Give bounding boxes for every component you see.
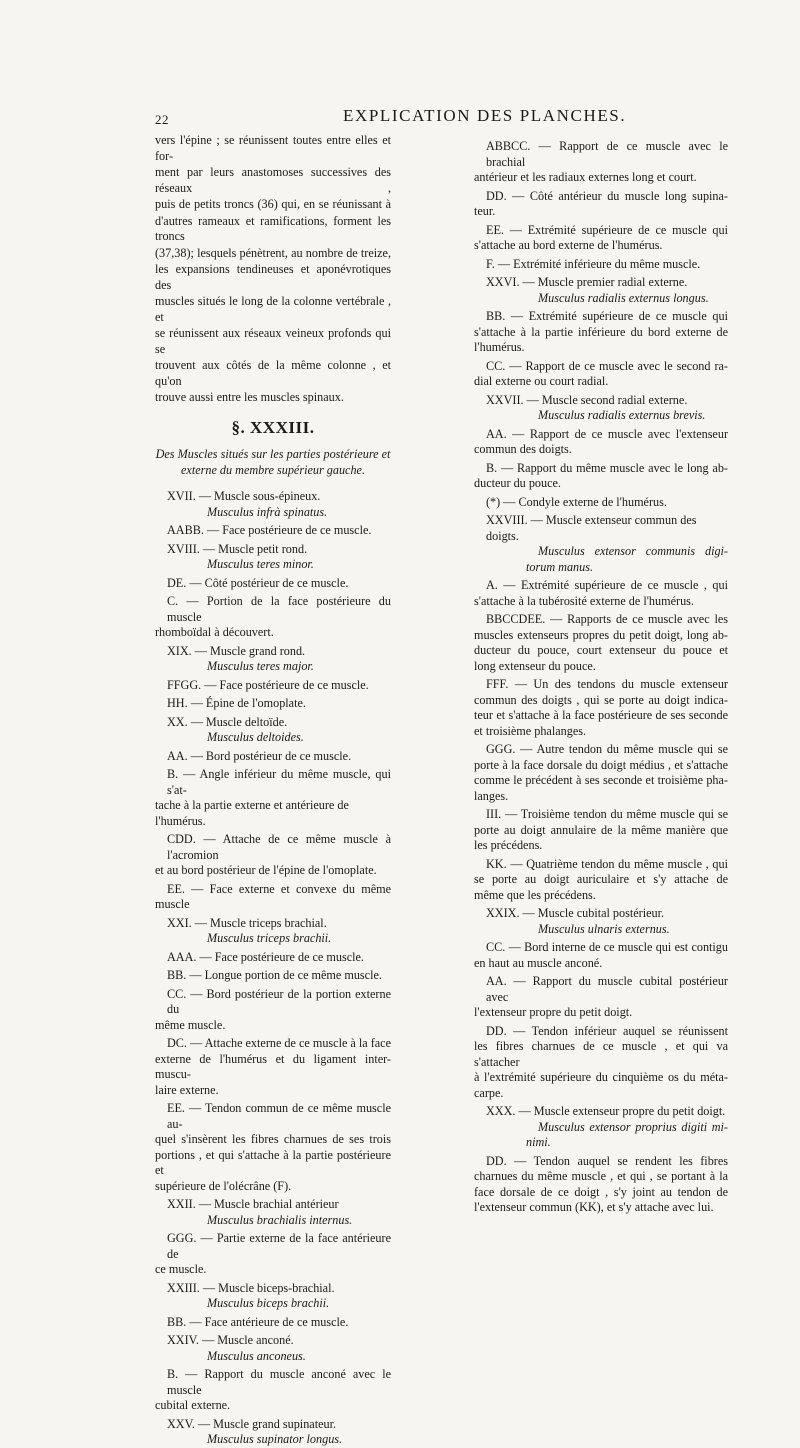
entry-label-line: BB. — Face antérieure de ce muscle. — [167, 1314, 349, 1329]
entry-label-line: B. — Angle inférieur du même muscle, qui s'at- — [167, 767, 391, 797]
entry-continuation-line: muscle — [155, 897, 190, 911]
entry-label-line: AABB. — Face postérieure de ce muscle. — [167, 523, 372, 537]
entry-label-line: AA. — Rapport de ce muscle avec l'extenseur — [486, 426, 728, 441]
latin-name: Musculus supinator longus. — [207, 1432, 343, 1446]
entry-continuation-line: comme le précédent à ses seconde et troisième pha- — [474, 773, 728, 787]
entry-continuation-line: ducteur du pouce, court extenseur du pouce et — [474, 643, 728, 657]
entry-label-line: CDD. — Attache de ce même muscle à l'acromion — [167, 832, 391, 862]
entry-continuation-line: et au bord postérieur de l'épine de l'omoplate. — [155, 863, 377, 877]
entry-label-line: XXIII. — Muscle biceps-brachial. — [167, 1280, 335, 1295]
entry-continuation-line: ducteur du pouce. — [474, 476, 561, 490]
entry-label-line: BBCCDEE. — Rapports de ce muscle avec les — [486, 612, 728, 626]
entry-label-line: EE. — Face externe et convexe du même — [167, 881, 391, 896]
intro-paragraph — [155, 133, 391, 406]
entry-label-line: (*) — Condyle externe de l'humérus. — [486, 494, 667, 509]
entry-continuation-line: rhomboïdal à découvert. — [155, 625, 274, 639]
latin-name: nimi. — [526, 1135, 551, 1149]
left-column — [155, 133, 391, 1448]
entry-label-line: XVIII. — Muscle petit rond. — [167, 541, 308, 556]
entry-continuation-line: se porte au doigt auriculaire et s'y attache de — [474, 872, 728, 886]
entry-label-line: DD. — Tendon auquel se rendent les fibres — [486, 1153, 728, 1168]
latin-name: Musculus extensor proprius digiti mi- — [538, 1119, 728, 1134]
entry-continuation-line: externe de l'humérus et du ligament inter-muscu- — [155, 1051, 391, 1081]
entry-label-line: XXIV. — Muscle anconé. — [167, 1333, 294, 1347]
entry-continuation-line: l'extenseur commun (KK), et s'y attache avec lui. — [474, 1200, 714, 1214]
entry-continuation-line: à l'extrémité supérieure du cinquième os du méta- — [474, 1070, 728, 1084]
latin-name: Musculus ulnaris externus. — [538, 921, 670, 936]
latin-name: Musculus teres minor. — [207, 557, 314, 571]
entry-label-line: B. — Rapport du muscle anconé avec le muscle — [167, 1367, 391, 1397]
entry-continuation-line: commun des doigts , qui se porte au doigt indica- — [474, 692, 728, 707]
entry-continuation-line: face dorsale de ce doigt , s'y joint au tendon de — [474, 1184, 728, 1199]
text-line: trouve aussi entre les muscles spinaux. — [155, 390, 344, 404]
entry-continuation-line: cubital externe. — [155, 1398, 231, 1412]
entry-continuation-line: long extenseur du pouce. — [474, 658, 596, 673]
text-line: se réunissent aux réseaux veineux profonds qui se — [155, 326, 391, 356]
entry-continuation-line: ce muscle. — [155, 1262, 207, 1276]
entry-label-line: XXIX. — Muscle cubital postérieur. — [486, 906, 665, 920]
entry-label-line: EE. — Extrémité supérieure de ce muscle qui — [486, 222, 728, 237]
entry-label-line: FFF. — Un des tendons du muscle extenseur — [486, 677, 728, 691]
entry-label-line: DD. — Côté antérieur du muscle long supina- — [486, 188, 728, 203]
latin-name: Musculus radialis externus brevis. — [538, 408, 706, 422]
entry-label-line: AAA. — Face postérieure de ce muscle. — [167, 949, 364, 964]
entry-label-line: DC. — Attache externe de ce muscle à la face — [167, 1036, 392, 1050]
entry-label-line: C. — Portion de la face postérieure du muscle — [167, 594, 391, 624]
entry-continuation-line: l'humérus. — [474, 340, 525, 354]
entry-continuation-line: antérieur et les radiaux externes long et court. — [474, 170, 697, 184]
entry-continuation-line: supérieure de l'olécrâne (F). — [155, 1178, 292, 1193]
entry-continuation-line: teur. — [474, 204, 496, 218]
entry-continuation-line: dial externe ou court radial. — [474, 374, 609, 388]
entry-label-line: XVII. — Muscle sous-épineux. — [167, 489, 321, 503]
latin-name: torum manus. — [526, 559, 594, 574]
entry-continuation-line: quel s'insèrent les fibres charnues de ses trois — [155, 1132, 391, 1146]
latin-name: Musculus teres major. — [207, 659, 314, 673]
entry-label-line: DE. — Côté postérieur de ce muscle. — [167, 575, 349, 590]
entry-continuation-line: et troisième phalanges. — [474, 723, 587, 738]
entry-continuation-line: portions , et qui s'attache à la partie postérieure et — [155, 1147, 391, 1177]
entry-label-line: III. — Troisième tendon du même muscle qui se — [486, 807, 728, 821]
entry-label-line: HH. — Épine de l'omoplate. — [167, 696, 306, 710]
entry-continuation-line: s'attache à la tubérosité externe de l'humérus. — [474, 593, 694, 608]
entry-label-line: CC. — Bord interne de ce muscle qui est contigu — [486, 940, 728, 954]
entry-continuation-line: même muscle. — [155, 1017, 226, 1032]
entry-label-line: DD. — Tendon inférieur auquel se réunissent — [486, 1023, 728, 1038]
text-line: les expansions tendineuses et aponévrotiques des — [155, 262, 391, 292]
entry-continuation-line: s'attache à la partie inférieure du bord externe de — [474, 324, 728, 339]
entry-label-line: XXVI. — Muscle premier radial externe. — [486, 275, 688, 289]
entry-label-line: XXII. — Muscle brachial antérieur — [167, 1197, 339, 1211]
section-subtitle-line: externe du membre supérieur gauche. — [181, 462, 365, 477]
entry-continuation-line: teur et s'attache à la face postérieure de ses seconde — [474, 708, 728, 722]
entry-label-line: XX. — Muscle deltoïde. — [167, 714, 288, 729]
entry-continuation-line: en haut au muscle anconé. — [474, 955, 603, 970]
entry-continuation-line: porte à la face dorsale du doigt médius , et s'attache — [474, 757, 728, 772]
text-line: vers l'épine ; se réunissent toutes entre elles et for- — [155, 133, 391, 163]
right-column — [474, 136, 728, 1216]
latin-name: Musculus infrà spinatus. — [207, 504, 328, 519]
entry-label-line: B. — Rapport du même muscle avec le long ab- — [486, 460, 728, 475]
entry-label-line: AA. — Bord postérieur de ce muscle. — [167, 748, 352, 763]
entry-label-line: XXX. — Muscle extenseur propre du petit doigt. — [486, 1104, 726, 1118]
entry-continuation-line: charnues du même muscle , et qui , se portant à la — [474, 1169, 728, 1183]
entry-label-line: BB. — Longue portion de ce même muscle. — [167, 968, 382, 982]
entry-continuation-line: l'extenseur propre du petit doigt. — [474, 1005, 633, 1019]
right-entries — [474, 139, 728, 1216]
entry-continuation-line: commun des doigts. — [474, 442, 572, 456]
text-line: ment par leurs anastomoses successives des réseaux , — [155, 165, 391, 195]
section-subtitle — [155, 447, 391, 478]
entry-label-line: XXVII. — Muscle second radial externe. — [486, 392, 688, 407]
text-line: muscles situés le long de la colonne vertébrale , et — [155, 294, 391, 324]
left-entries — [155, 489, 391, 1448]
text-line: puis de petits troncs (36) qui, en se réunissant à — [155, 197, 391, 211]
entry-continuation-line: laire externe. — [155, 1082, 219, 1097]
entry-continuation-line: carpe. — [474, 1085, 504, 1100]
latin-name: Musculus triceps brachii. — [207, 931, 332, 945]
entry-label-line: FFGG. — Face postérieure de ce muscle. — [167, 677, 369, 692]
latin-name: Musculus biceps brachii. — [207, 1296, 330, 1310]
entry-continuation-line: langes. — [474, 788, 509, 803]
latin-name: Musculus deltoides. — [207, 730, 304, 744]
entry-label-line: EE. — Tendon commun de ce même muscle au- — [167, 1101, 391, 1131]
section-subtitle-line: Des Muscles situés sur les parties postérieure et — [155, 447, 391, 461]
page-number: 22 — [155, 112, 169, 127]
entry-label-line: AA. — Rapport du muscle cubital postérieur avec — [486, 974, 728, 1004]
entry-continuation-line: muscles extenseurs propres du petit doigt, long ab- — [474, 627, 728, 642]
entry-label-line: CC. — Rapport de ce muscle avec le second ra- — [486, 358, 728, 373]
entry-label-line: CC. — Bord postérieur de la portion externe du — [167, 986, 391, 1016]
latin-name: Musculus anconeus. — [207, 1348, 306, 1363]
entry-continuation-line: les fibres charnues de ce muscle , et qui va s'attacher — [474, 1039, 728, 1069]
text-line: trouvent aux côtés de la même colonne , et qu'on — [155, 358, 391, 388]
running-title: EXPLICATION DES PLANCHES. — [343, 106, 627, 125]
latin-name: Musculus radialis externus longus. — [538, 290, 709, 305]
entry-label-line: XXV. — Muscle grand supinateur. — [167, 1416, 337, 1431]
entry-label-line: XXI. — Muscle triceps brachial. — [167, 915, 327, 930]
latin-name: Musculus extensor communis digi- — [538, 544, 728, 558]
entry-label-line: A. — Extrémité supérieure de ce muscle , qui — [486, 578, 728, 592]
text-line: d'autres rameaux et ramifications, forment les troncs — [155, 213, 391, 243]
entry-label-line: GGG. — Partie externe de la face antérieure de — [167, 1231, 391, 1261]
entry-label-line: KK. — Quatrième tendon du même muscle , qui — [486, 856, 728, 871]
entry-continuation-line: même que les précédens. — [474, 887, 596, 902]
entry-label-line: XIX. — Muscle grand rond. — [167, 643, 306, 658]
latin-name: Musculus brachialis internus. — [207, 1212, 353, 1227]
section-title: §. XXXIII. — [231, 417, 315, 437]
entry-continuation-line: tache à la partie externe et antérieure de l'humérus. — [155, 798, 349, 828]
entry-continuation-line: s'attache au bord externe de l'humérus. — [474, 238, 663, 252]
entry-label-line: GGG. — Autre tendon du même muscle qui se — [486, 742, 728, 756]
entry-label-line: BB. — Extrémité supérieure de ce muscle qui — [486, 309, 728, 323]
text-line: (37,38); lesquels pénètrent, au nombre de treize, — [155, 245, 391, 260]
entry-label-line: XXVIII. — Muscle extenseur commun des doigts. — [486, 513, 697, 543]
entry-label-line: F. — Extrémité inférieure du même muscle. — [486, 256, 701, 271]
entry-continuation-line: porte au doigt annulaire de la même manière que — [474, 822, 728, 837]
entry-label-line: ABBCC. — Rapport de ce muscle avec le brachial — [486, 139, 728, 169]
entry-continuation-line: les précédens. — [474, 838, 543, 852]
